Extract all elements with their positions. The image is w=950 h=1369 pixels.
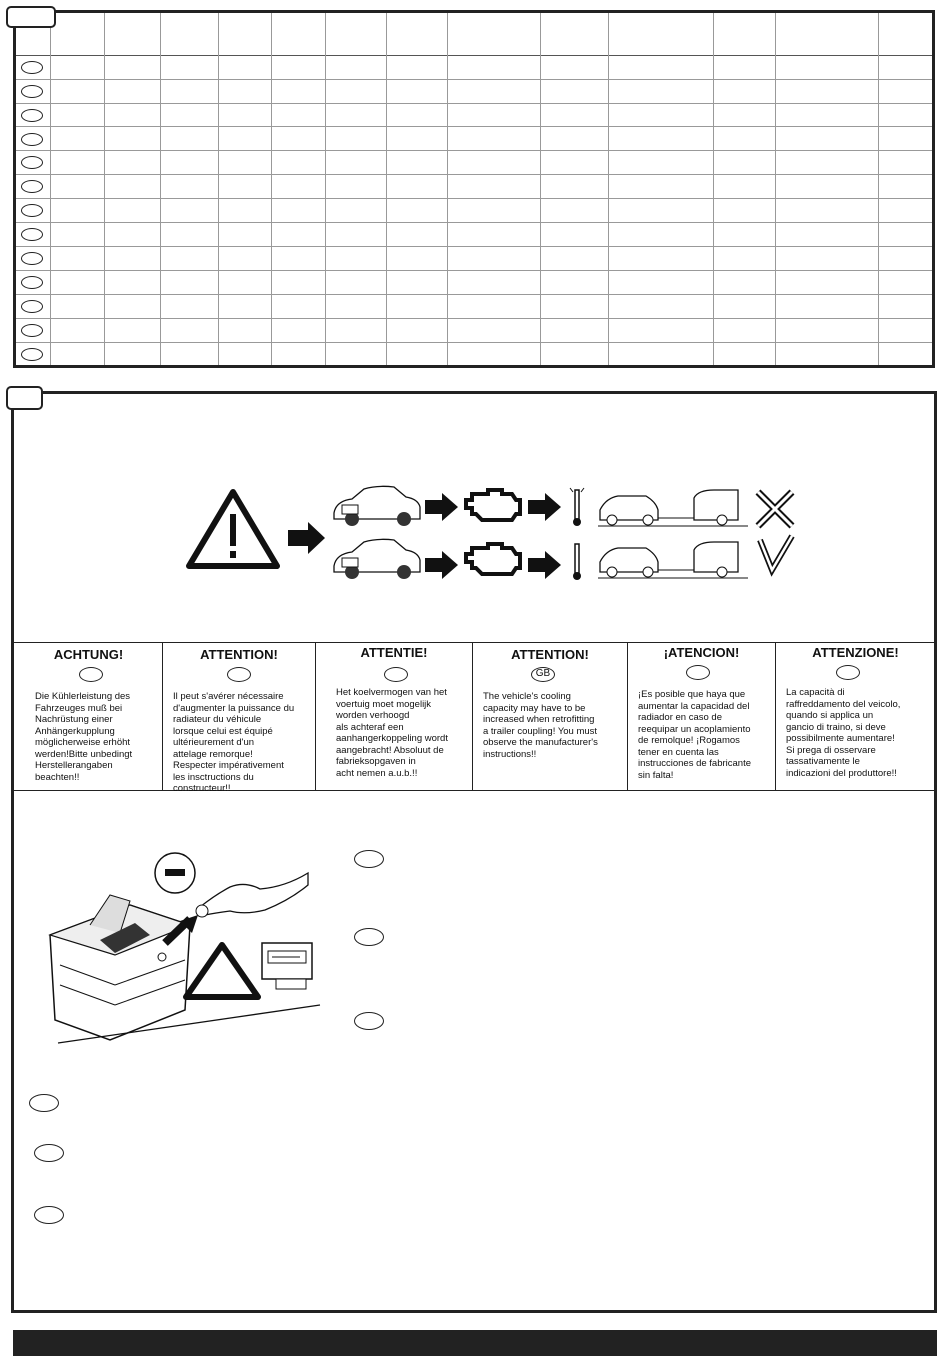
minus-icon (155, 853, 195, 893)
table-col-line (160, 13, 161, 365)
table-row-line (16, 103, 932, 104)
car-with-trailer-icon (598, 490, 748, 526)
cooling-pictogram (180, 478, 810, 588)
lang-text: The vehicle's cooling capacity may have to be increased when retrofitting a trailer coupling! You must observe the manufacturer's instructions!! (483, 691, 598, 760)
table-col-line (540, 13, 541, 365)
table-row-line (16, 174, 932, 175)
table-row-line (16, 318, 932, 319)
hand-with-clamp-icon (196, 873, 308, 917)
footer-bar (13, 1330, 937, 1356)
car-with-trailer-icon (598, 542, 748, 578)
engine-icon (466, 490, 520, 520)
table-col-line (104, 13, 105, 365)
car-icon (334, 539, 420, 579)
instruction-lang-oval (29, 1094, 59, 1112)
country-oval (79, 667, 103, 682)
warning-triangle-icon (189, 492, 277, 566)
check-icon (760, 536, 792, 570)
radio-icon (262, 943, 312, 989)
table-col-line (775, 13, 776, 365)
section-tab-label-1 (6, 6, 56, 28)
table-row-line (16, 126, 932, 127)
instruction-lang-oval (34, 1206, 64, 1224)
instruction-lang-oval (354, 928, 384, 946)
table-row-line (16, 150, 932, 151)
table-header-divider (16, 55, 932, 56)
instruction-lang-oval (354, 1012, 384, 1030)
arrow-right-icon (288, 522, 325, 554)
country-oval: GB (531, 667, 555, 682)
table-col-line (218, 13, 219, 365)
country-oval (836, 665, 860, 680)
lang-column-gb (473, 643, 628, 791)
table-row-line (16, 270, 932, 271)
lang-text: Il peut s'avérer nécessaire d'augmenter la puissance du radiateur du véhicule lorsque celui est équipé ultérieurement d'un attelage remorque! Respecter impérativement les insctructions du constructeur!! (173, 691, 295, 794)
warning-triangle-icon (186, 945, 258, 997)
arrow-right-icon (425, 493, 458, 521)
arrow-right-icon (528, 551, 561, 579)
lang-title: ATTENTION! (511, 647, 589, 662)
table-col-line (713, 13, 714, 365)
row-flag-oval (21, 252, 43, 265)
lang-column-nl (316, 643, 473, 791)
row-flag-oval (21, 156, 43, 169)
cross-icon (758, 492, 792, 526)
arrow-right-icon (528, 493, 561, 521)
thermometer-icon (573, 544, 581, 580)
table-row-line (16, 294, 932, 295)
table-row-line (16, 79, 932, 80)
arrow-right-icon (425, 551, 458, 579)
lang-text: Het koelvermogen van het voertuig moet mogelijk worden verhoogd als achteraf een aanhangerkoppeling wordt aangebracht! Absoluut de fabrieksopgaven in acht nemen a.u.b.!! (336, 687, 448, 779)
table-row-line (16, 222, 932, 223)
country-oval (384, 667, 408, 682)
lang-title: ¡ATENCION! (663, 645, 740, 660)
row-flag-oval (21, 348, 43, 361)
table-col-line (50, 13, 51, 365)
thermometer-icon (570, 488, 584, 526)
row-flag-oval (21, 109, 43, 122)
row-flag-oval (21, 85, 43, 98)
table-col-line (325, 13, 326, 365)
row-flag-oval (21, 133, 43, 146)
lang-title: ATTENTION! (200, 647, 278, 662)
row-flag-oval (21, 228, 43, 241)
country-oval (227, 667, 251, 682)
row-flag-oval (21, 324, 43, 337)
row-flag-oval (21, 180, 43, 193)
lang-text: La capacità di raffreddamento del veicolo, quando si applica un gancio di traino, si deve possibilmente aumentare! Si prega di osservare tassativamente le indicazioni del produttore!! (786, 687, 901, 779)
table-col-line (386, 13, 387, 365)
row-flag-oval (21, 204, 43, 217)
table-col-line (878, 13, 879, 365)
table-row-line (16, 342, 932, 343)
lang-text: Die Kühlerleistung des Fahrzeuges muß bei Nachrüstung einer Anhängerkupplung möglicherweise erhöht werden!Bitte unbedingt Herstellerangaben beachten!! (35, 691, 133, 783)
row-flag-oval (21, 300, 43, 313)
section-tab-label-2 (6, 386, 43, 410)
lang-title: ACHTUNG! (53, 647, 124, 662)
country-oval (686, 665, 710, 680)
table-col-line (608, 13, 609, 365)
lang-column-es (628, 643, 776, 791)
row-flag-oval (21, 276, 43, 289)
table-col-line (447, 13, 448, 365)
vehicle-table (13, 10, 935, 368)
lang-column-fr (163, 643, 316, 794)
lang-title: ATTENZIONE! (812, 645, 899, 660)
lang-title: ATTENTIE! (360, 645, 428, 660)
table-col-line (271, 13, 272, 365)
engine-icon (466, 544, 520, 574)
battery-illustration (40, 845, 340, 1050)
row-flag-oval (21, 61, 43, 74)
car-icon (334, 486, 420, 526)
table-row-line (16, 246, 932, 247)
lang-text: ¡Es posible que haya que aumentar la capacidad del radiador en caso de reequipar un acoplamiento de remolque! ¡Rogamos tener en cuenta las instrucciones de fabricante sin falta! (638, 689, 752, 781)
lang-column-it (776, 643, 935, 791)
instruction-lang-oval (34, 1144, 64, 1162)
table-row-line (16, 198, 932, 199)
instruction-lang-oval (354, 850, 384, 868)
lang-column-de (15, 643, 163, 791)
